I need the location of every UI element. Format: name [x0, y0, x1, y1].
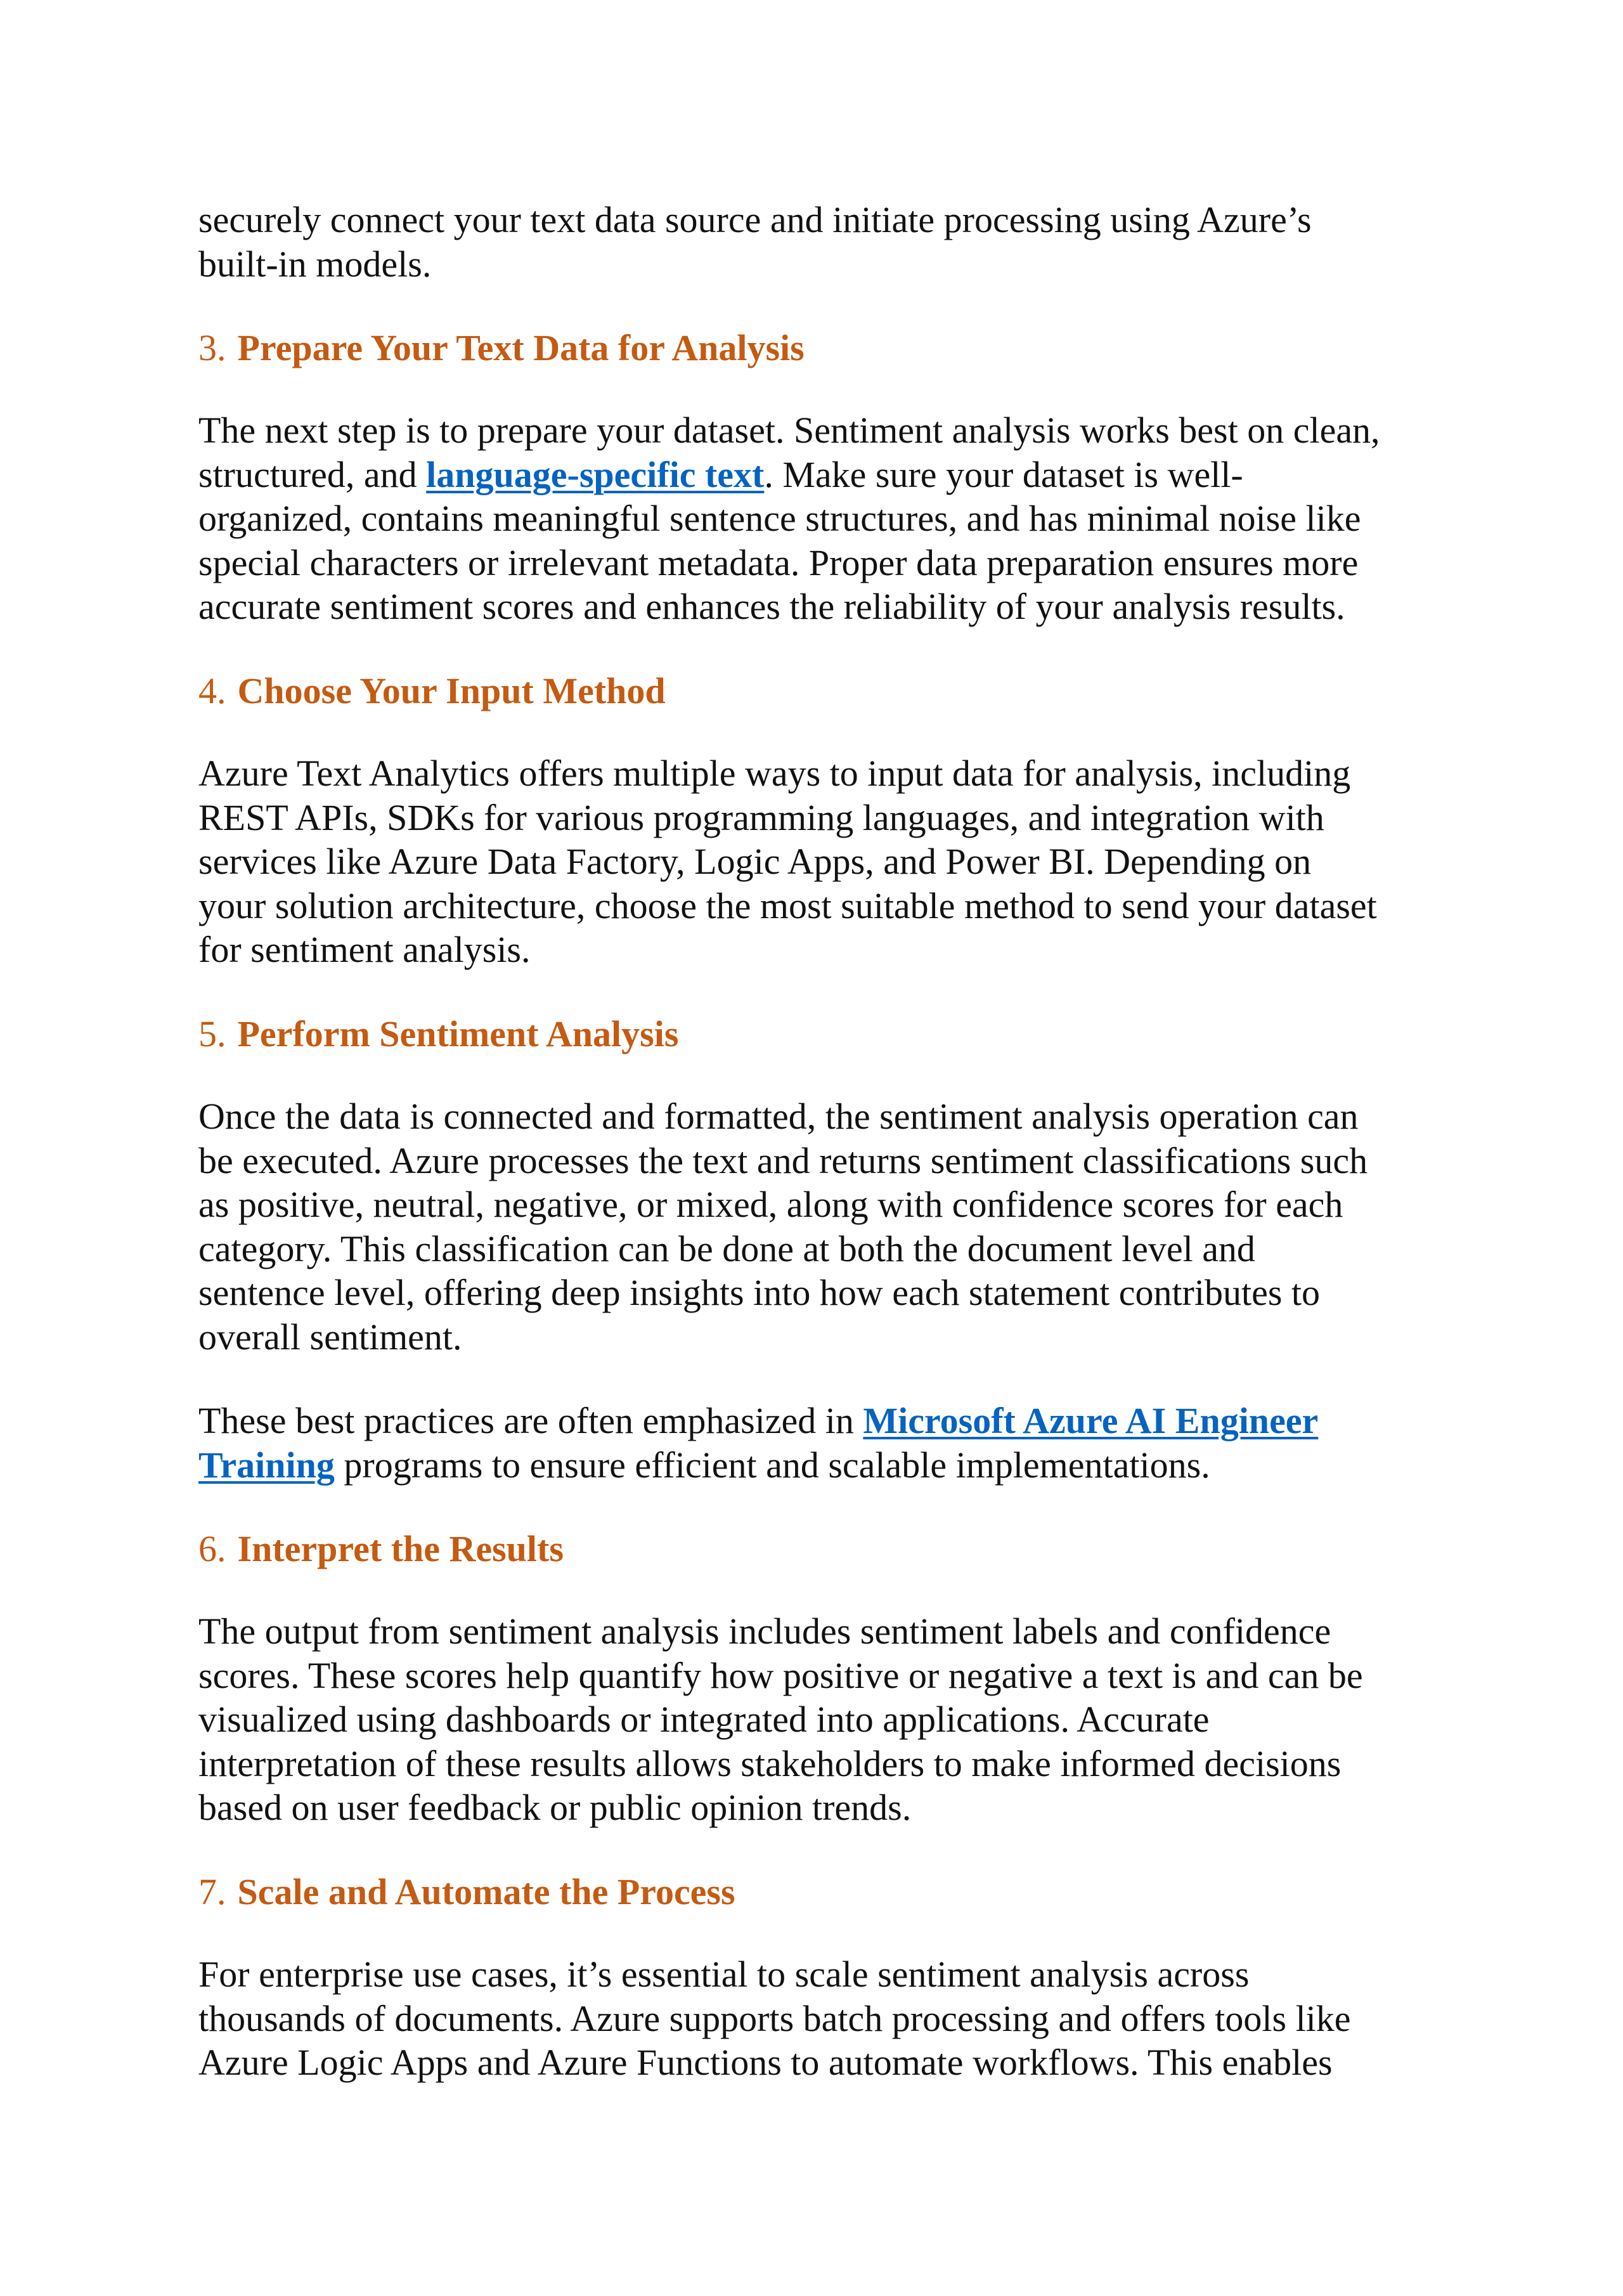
section-7-paragraph	[198, 1952, 1485, 2085]
section-3-paragraph	[198, 408, 1485, 629]
azure-ai-engineer-training-link[interactable]: Microsoft Azure AI Engineer	[863, 1400, 1319, 1441]
text-line: Once the data is connected and formatted, the sentiment analysis operation can	[198, 1096, 1359, 1137]
section-title: Perform Sentiment Analysis	[237, 1013, 679, 1054]
text-line	[198, 1399, 1485, 1443]
text-line: visualized using dashboards or integrated into applications. Accurate	[198, 1699, 1210, 1740]
section-heading-5	[198, 1012, 1485, 1056]
text-line: be executed. Azure processes the text and returns sentiment classifications such	[198, 1139, 1368, 1181]
text-line: The output from sentiment analysis includes sentiment labels and confidence	[198, 1611, 1331, 1652]
section-number: 5.	[198, 1013, 226, 1054]
text-segment: These best practices are often emphasized in	[198, 1400, 863, 1441]
text-line: accurate sentiment scores and enhances the reliability of your analysis results.	[198, 586, 1345, 627]
text-line: scores. These scores help quantify how positive or negative a text is and can be	[198, 1654, 1363, 1696]
text-line: Azure Logic Apps and Azure Functions to automate workflows. This enables	[198, 2042, 1333, 2083]
text-line: For enterprise use cases, it’s essential to scale sentiment analysis across	[198, 1954, 1250, 1995]
text-line: sentence level, offering deep insights into how each statement contributes to	[198, 1272, 1321, 1313]
text-line	[198, 1443, 1485, 1488]
section-heading-7	[198, 1870, 1485, 1914]
section-number: 6.	[198, 1528, 226, 1569]
text-line: overall sentiment.	[198, 1316, 462, 1358]
section-title: Scale and Automate the Process	[237, 1871, 735, 1912]
text-line: as positive, neutral, negative, or mixed, along with confidence scores for each	[198, 1184, 1343, 1225]
section-heading-3	[198, 326, 1485, 370]
text-line	[198, 453, 1485, 497]
text-line: thousands of documents. Azure supports batch processing and offers tools like	[198, 1997, 1351, 2039]
section-heading-4	[198, 669, 1485, 713]
text-line: category. This classification can be done at both the document level and	[198, 1228, 1255, 1269]
text-segment: . Make sure your dataset is well-	[764, 453, 1243, 495]
section-title: Prepare Your Text Data for Analysis	[237, 327, 805, 368]
language-specific-text-link[interactable]: language-specific text	[426, 453, 765, 495]
text-segment: structured, and	[198, 453, 427, 495]
section-number: 7.	[198, 1871, 226, 1912]
azure-ai-engineer-training-link[interactable]: Training	[198, 1444, 335, 1486]
text-line: securely connect your text data source and initiate processing using Azure’s	[198, 199, 1312, 240]
intro-paragraph	[198, 198, 1485, 286]
text-line: Azure Text Analytics offers multiple ways to input data for analysis, including	[198, 753, 1351, 794]
text-segment: programs to ensure efficient and scalable implementations.	[334, 1444, 1210, 1486]
section-5-paragraph	[198, 1094, 1485, 1359]
text-line: special characters or irrelevant metadata. Proper data preparation ensures more	[198, 542, 1359, 583]
section-5-training-paragraph	[198, 1399, 1485, 1487]
text-line: The next step is to prepare your dataset. Sentiment analysis works best on clean,	[198, 410, 1380, 451]
text-line: REST APIs, SDKs for various programming languages, and integration with	[198, 796, 1324, 838]
section-title: Choose Your Input Method	[237, 670, 666, 711]
section-heading-6	[198, 1527, 1485, 1571]
text-line: organized, contains meaningful sentence structures, and has minimal noise like	[198, 498, 1361, 539]
text-line: your solution architecture, choose the most suitable method to send your dataset	[198, 885, 1377, 926]
text-line: services like Azure Data Factory, Logic Apps, and Power BI. Depending on	[198, 841, 1312, 882]
text-line: interpretation of these results allows stakeholders to make informed decisions	[198, 1742, 1342, 1784]
text-line: built-in models.	[198, 243, 432, 285]
section-number: 4.	[198, 670, 226, 711]
section-number: 3.	[198, 327, 226, 368]
section-4-paragraph	[198, 751, 1485, 972]
section-6-paragraph	[198, 1609, 1485, 1830]
section-title: Interpret the Results	[237, 1528, 564, 1569]
text-line: based on user feedback or public opinion trends.	[198, 1787, 912, 1828]
text-line: for sentiment analysis.	[198, 929, 531, 970]
